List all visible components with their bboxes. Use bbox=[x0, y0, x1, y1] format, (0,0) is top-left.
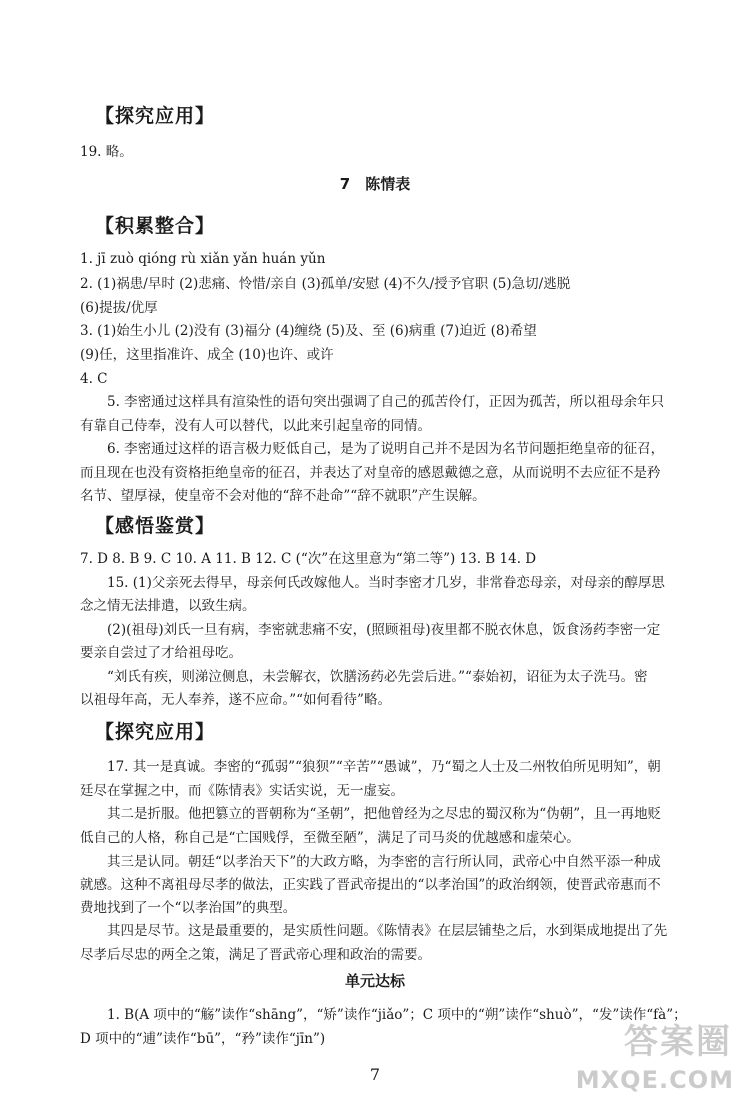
answer-line: 其二是折服。他把篡立的晋朝称为“圣朝”，把他曾经为之尽忠的蜀汉称为“伪朝”，且一再地贬 bbox=[107, 806, 662, 822]
watermark-url: MXQE.COM bbox=[575, 1066, 734, 1094]
answer-line: 3. (1)始生小儿 (2)没有 (3)福分 (4)缠绕 (5)及、至 (6)病重 (7)迫近 (8)希望 bbox=[80, 323, 537, 339]
answer-line: 1. jī zuò qióng rù xiǎn yǎn huán yǔn bbox=[80, 251, 326, 267]
answer-line: 19. 略。 bbox=[80, 144, 133, 160]
answer-line: 17. 其一是真诚。李密的“孤弱”“狼狈”“辛苦”“愚诚”，乃“蜀之人士及二州牧伯所见明知”，朝 bbox=[107, 759, 661, 775]
answer-line: 尽孝后尽忠的两全之策，满足了晋武帝心理和政治的需要。 bbox=[80, 947, 431, 963]
lesson-title: 7 陈情表 bbox=[339, 175, 411, 193]
section-heading-accumulate: 【积累整合】 bbox=[95, 215, 216, 237]
answer-line: 念之情无法排遣，以致生病。 bbox=[80, 598, 256, 614]
answer-line: 7. D 8. B 9. C 10. A 11. B 12. C (“次”在这里意为“第二等”) 13. B 14. D bbox=[80, 551, 537, 567]
answer-line: 要亲自尝过了才给祖母吃。 bbox=[80, 645, 242, 661]
watermark-logo: 答案圈 bbox=[624, 1022, 732, 1062]
answer-line: 低自己的人格，称自己是“亡国贱俘，至微至陋”，满足了司马炎的优越感和虚荣心。 bbox=[80, 830, 580, 846]
answer-line: 2. (1)祸患/早时 (2)悲痛、怜惜/亲自 (3)孤单/安慰 (4)不久/授予官职 (5)急切/逃脱 bbox=[80, 276, 571, 292]
answer-line: 廷尽在掌握之中，而《陈情表》实话实说，无一虚妄。 bbox=[80, 783, 404, 799]
page-number: 7 bbox=[369, 1065, 381, 1084]
answer-line: D 项中的“逋”读作“bū”，“矜”读作“jīn”) bbox=[80, 1031, 326, 1047]
answer-line: 其四是尽节。这是最重要的，是实质性问题。《陈情表》在层层铺垫之后，水到渠成地提出了先 bbox=[107, 923, 668, 939]
answer-line: 以祖母年高，无人奉养，遂不应命。”“如何看待”略。 bbox=[80, 692, 391, 708]
answer-line: 4. C bbox=[80, 371, 108, 387]
answer-line: 费地找到了一个“以孝治国”的典型。 bbox=[80, 900, 297, 916]
watermark bbox=[570, 1014, 740, 1094]
answer-line: 名节、望厚禄，使皇帝不会对他的“辞不赴命”“辞不就职”产生误解。 bbox=[80, 488, 486, 504]
answer-line: 6. 李密通过这样的语言极力贬低自己，是为了说明自己并不是因为名节问题拒绝皇帝的征召， bbox=[107, 441, 665, 457]
answer-line: (2)(祖母)刘氏一旦有病，李密就悲痛不安，(照顾祖母)夜里都不脱衣休息，饭食汤药李密一定 bbox=[107, 622, 661, 638]
answer-line: 其三是认同。朝廷“以孝治天下”的大政方略，为李密的言行所认同，武帝心中自然平添一种成 bbox=[107, 854, 661, 870]
section-heading-explore: 【探究应用】 bbox=[95, 721, 216, 743]
answer-line: (6)提拔/优厚 bbox=[80, 300, 158, 316]
answer-line: 有靠自己侍奉，没有人可以替代，以此来引起皇帝的同情。 bbox=[80, 418, 431, 434]
answer-line: 15. (1)父亲死去得早，母亲何氏改嫁他人。当时李密才几岁，非常眷恋母亲，对母亲的醇厚思 bbox=[107, 575, 665, 591]
answer-line: 而且现在也没有资格拒绝皇帝的征召，并表达了对皇帝的感恩戴德之意，从而说明不去应征不是矜 bbox=[80, 465, 661, 481]
answer-line: 1. B(A 项中的“觞”读作“shāng”，“矫”读作“jiǎo”；C 项中的“朔”读作“shuò”，“发”读作“fà”； bbox=[107, 1007, 687, 1023]
answer-line: “刘氏有疾，则涕泣侧息，未尝解衣，饮膳汤药必先尝后进。”“泰始初，诏征为太子洗马。密 bbox=[107, 669, 648, 685]
answer-line: (9)任，这里指准许、成全 (10)也许、或许 bbox=[80, 347, 334, 363]
answer-line: 就感。这种不离祖母尽孝的做法，正实践了晋武帝提出的“以孝治国”的政治纲领，使晋武帝惠而不 bbox=[80, 877, 661, 893]
unit-title: 单元达标 bbox=[344, 972, 405, 990]
answer-line: 5. 李密通过这样具有渲染性的语句突出强调了自己的孤苦伶仃，正因为孤苦，所以祖母余年只 bbox=[107, 394, 665, 410]
section-heading-explore: 【探究应用】 bbox=[95, 105, 216, 127]
section-heading-appreciate: 【感悟鉴赏】 bbox=[95, 515, 216, 537]
